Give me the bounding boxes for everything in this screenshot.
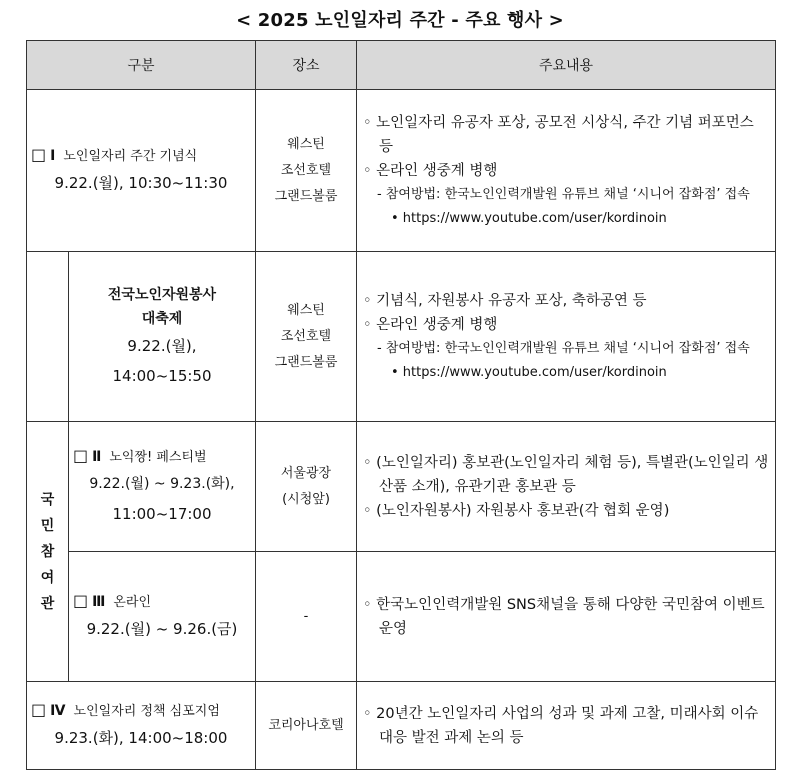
event-date: 9.22.(월), 10:30~11:30 [54, 173, 228, 192]
venue-line: (시청앞) [282, 491, 330, 507]
table-row [27, 422, 776, 552]
event-date: 9.22.(월), [127, 336, 197, 355]
venue-line: 코리아나호텔 [268, 717, 344, 733]
event-name: 온라인 [113, 594, 152, 610]
content-bullet: ◦ 한국노인인력개발원 SNS채널을 통해 다양한 국민참여 이벤트 운영 [363, 596, 765, 637]
table-row [27, 90, 776, 252]
section-label-char: 여 [40, 569, 55, 586]
blank-side-cell [27, 252, 69, 422]
venue-line: 조선호텔 [280, 328, 332, 344]
table-row [27, 552, 776, 682]
content-cell [357, 252, 776, 422]
content-sub-item: - 참여방법: 한국노인인력개발원 유튜브 채널 ‘시니어 잡화점’ 접속 [377, 340, 750, 356]
venue-line: 조선호텔 [280, 162, 332, 178]
event-cell-ceremony [27, 90, 256, 252]
event-cell-online [69, 552, 256, 682]
content-cell [357, 552, 776, 682]
table-row [27, 252, 776, 422]
header-category: 구분 [27, 41, 256, 90]
venue-line: - [303, 608, 309, 624]
checkbox-icon: □ [73, 445, 89, 465]
event-date: 9.23.(화), 14:00~18:00 [54, 728, 228, 747]
roman-numeral: Ⅳ [50, 702, 66, 719]
event-cell-festival [69, 422, 256, 552]
event-date: 14:00~15:50 [112, 366, 212, 385]
section-label-char: 참 [40, 543, 55, 560]
event-date: 9.22.(월) ~ 9.23.(화), [89, 475, 235, 492]
section-label-national-participation [27, 422, 69, 682]
venue-line: 웨스틴 [287, 136, 325, 152]
checkbox-icon: □ [31, 144, 47, 164]
event-name: 전국노인자원봉사 [107, 286, 217, 303]
checkbox-icon: □ [31, 699, 47, 719]
event-date: 9.22.(월) ~ 9.26.(금) [86, 619, 238, 638]
roman-numeral: Ⅰ [50, 147, 56, 164]
event-cell-symposium [27, 682, 256, 770]
venue-line: 그랜드볼룸 [274, 188, 338, 204]
venue-line: 웨스틴 [287, 302, 325, 318]
event-name: 노인일자리 주간 기념식 [63, 148, 198, 164]
table-row [27, 682, 776, 770]
event-name: 노인일자리 정책 심포지엄 [73, 703, 220, 719]
content-bullet: ◦ 노인일자리 유공자 포상, 공모전 시상식, 주간 기념 퍼포먼스 등 [363, 114, 754, 155]
youtube-link[interactable]: • https://www.youtube.com/user/kordinoin [391, 364, 667, 380]
page-title: < 2025 노인일자리 주간 - 주요 행사 > [236, 10, 564, 31]
content-bullet: ◦ 20년간 노인일자리 사업의 성과 및 과제 고찰, 미래사회 이슈 대응 발전 과제 논의 등 [363, 705, 759, 746]
content-cell [357, 682, 776, 770]
checkbox-icon: □ [73, 590, 89, 610]
event-name: 대축제 [141, 310, 183, 327]
content-bullet: ◦ 기념식, 자원봉사 유공자 포상, 축하공연 등 [363, 292, 647, 309]
content-bullet: ◦ (노인일자리) 홍보관(노인일자리 체험 등), 특별관(노인일리 생산품 소개), 유관기관 홍보관 등 [363, 454, 769, 495]
event-date: 11:00~17:00 [112, 504, 212, 523]
content-cell [357, 90, 776, 252]
venue-cell [256, 252, 357, 422]
section-label-char: 국 [40, 491, 55, 508]
venue-cell [256, 90, 357, 252]
content-sub-item: - 참여방법: 한국노인인력개발원 유튜브 채널 ‘시니어 잡화점’ 접속 [377, 186, 750, 202]
content-cell [357, 422, 776, 552]
event-cell-volunteer-festival [69, 252, 256, 422]
events-table [26, 40, 776, 770]
youtube-link[interactable]: • https://www.youtube.com/user/kordinoin [391, 210, 667, 226]
section-label-char: 관 [40, 595, 55, 612]
content-bullet: ◦ 온라인 생중계 병행 [363, 316, 498, 333]
roman-numeral: Ⅲ [92, 593, 106, 610]
section-label-char: 민 [40, 517, 55, 534]
venue-cell [256, 422, 357, 552]
content-bullet: ◦ (노인자원봉사) 자원봉사 홍보관(각 협회 운영) [363, 502, 670, 519]
venue-cell [256, 682, 357, 770]
table-header-row [27, 41, 776, 90]
header-content: 주요내용 [357, 41, 776, 90]
venue-line: 그랜드볼룸 [274, 354, 338, 370]
content-bullet: ◦ 온라인 생중계 병행 [363, 162, 498, 179]
event-name: 노익짱! 페스티벌 [109, 449, 207, 465]
roman-numeral: Ⅱ [92, 448, 102, 465]
venue-cell [256, 552, 357, 682]
venue-line: 서울광장 [280, 465, 332, 481]
header-venue: 장소 [256, 41, 357, 90]
